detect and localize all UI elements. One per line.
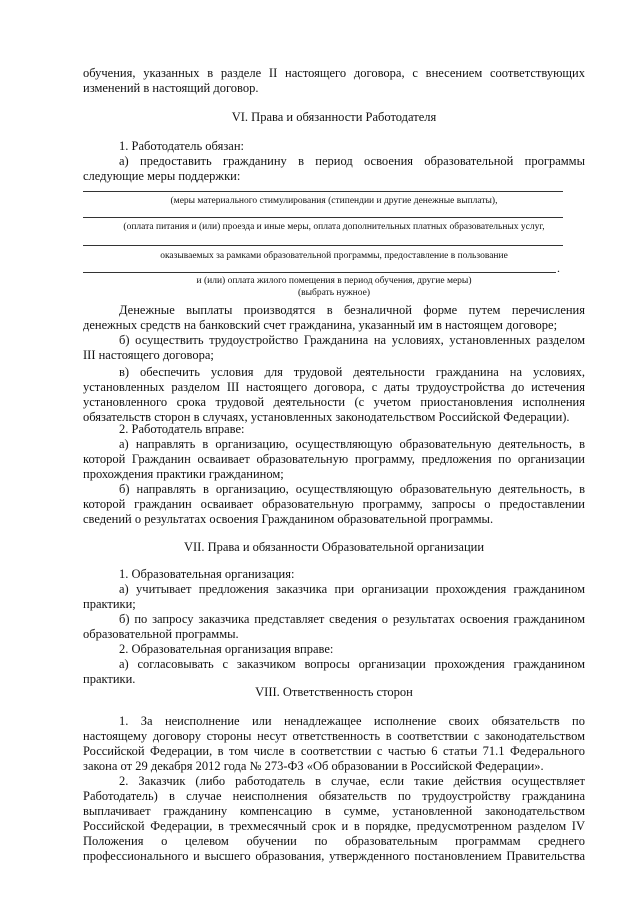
liability-2-line-6: профессионального и высшего образования, утвержденного постановлением Правительства	[83, 849, 585, 863]
edu-entitled: 2. Образовательная организация вправе:	[119, 642, 334, 656]
employer-entitled: 2. Работодатель вправе:	[119, 422, 245, 436]
section-6-title: VI. Права и обязанности Работодателя	[231, 110, 437, 124]
section-7-title: VII. Права и обязанности Образовательной организации	[183, 540, 485, 554]
edu-b-line-1: б) по запросу заказчика представляет сведения о результатах освоения гражданином	[119, 612, 585, 626]
support-caption-4: и (или) оплата жилого помещения в период обучения, другие меры)	[196, 276, 472, 286]
right-a-line-2: которой Гражданин осваивает образовательную программу, предложения по организации	[83, 452, 585, 466]
edu-c-line-2: практики.	[83, 672, 136, 686]
liability-1-line-3: Российской Федерации, в том числе в соответствии с частью 6 статьи 71.1 Федерального	[83, 744, 585, 758]
edu-c-line-1: а) согласовывать с заказчиком вопросы организации прохождения гражданином	[119, 657, 585, 671]
obligation-a-line-1: а) предоставить гражданину в период освоения образовательной программы	[119, 154, 585, 168]
support-caption-1: (меры материального стимулирования (стипендии и другие денежные выплаты),	[170, 196, 498, 206]
intro-line-1: обучения, указанных в разделе II настоящего договора, с внесением соответствующих	[83, 66, 585, 80]
right-b-line-2: которой гражданин осваивает образовательную программу, запросы о предоставлении	[83, 497, 585, 511]
edu-b-line-2: образовательной программы.	[83, 627, 239, 641]
fill-line	[83, 217, 563, 218]
fill-line	[83, 272, 556, 273]
edu-org-heading: 1. Образовательная организация:	[119, 567, 295, 581]
payments-line-2: денежных средств на банковский счет гражданина, указанный им в настоящем договоре;	[83, 318, 558, 332]
fill-line-end-dot: .	[557, 261, 560, 275]
edu-a-line-2: практики;	[83, 597, 136, 611]
support-caption-3: оказываемых за рамками образовательной программы, предоставление в пользование	[160, 251, 508, 261]
right-a-line-1: а) направлять в организацию, осуществляющую образовательную деятельность, в	[119, 437, 585, 451]
support-caption-5: (выбрать нужное)	[297, 288, 371, 298]
employer-obliged: 1. Работодатель обязан:	[119, 139, 244, 153]
liability-2-line-1: 2. Заказчик (либо работодатель в случае, если такие действия осуществляет	[119, 774, 585, 788]
obligation-b-line-1: б) осуществить трудоустройство Гражданина на условиях, установленных разделом	[119, 333, 585, 347]
liability-1-line-1: 1. За неисполнение или ненадлежащее исполнение своих обязательств по	[119, 714, 585, 728]
liability-2-line-3: выплачивает гражданину компенсацию в сумме, установленной законодательством	[83, 804, 585, 818]
obligation-v-line-3: установленного срока трудовой деятельности (с учетом приостановления исполнения	[83, 395, 585, 409]
liability-2-line-2: Работодатель) в случае неисполнения обязательств по трудоустройству гражданина	[83, 789, 585, 803]
obligation-a-line-2: следующие меры поддержки:	[83, 169, 241, 183]
liability-1-line-4: закона от 29 декабря 2012 года № 273-ФЗ «Об образовании в Российской Федерации».	[83, 759, 544, 773]
obligation-v-line-2: установленных разделом III настоящего договора, с даты трудоустройства до истечения	[83, 380, 585, 394]
support-caption-2: (оплата питания и (или) проезда и иные меры, оплата дополнительных платных образовательных услуг,	[123, 222, 545, 232]
liability-1-line-2: настоящему договору стороны несут ответственность в соответствии с законодательством	[83, 729, 585, 743]
right-b-line-1: б) направлять в организацию, осуществляющую образовательную деятельность, в	[119, 482, 585, 496]
section-8-title: VIII. Ответственность сторон	[255, 685, 413, 699]
liability-2-line-4: Российской Федерации, в трехмесячный срок и в порядке, предусмотренном разделом IV	[83, 819, 585, 833]
obligation-v-line-4: обязательств сторон в случаях, установленных законодательством Российской Федерации).	[83, 410, 570, 424]
payments-line-1: Денежные выплаты производятся в безналичной форме путем перечисления	[119, 303, 585, 317]
edu-a-line-1: а) учитывает предложения заказчика при организации прохождения гражданином	[119, 582, 585, 596]
liability-2-line-5: Положения о целевом обучении по образовательным программам среднего	[83, 834, 585, 848]
right-b-line-3: сведений о результатах освоения Гражданином образовательной программы.	[83, 512, 494, 526]
right-a-line-3: прохождения практики гражданином;	[83, 467, 284, 481]
intro-line-2: изменений в настоящий договор.	[83, 81, 259, 95]
obligation-b-line-2: III настоящего договора;	[83, 348, 214, 362]
fill-line	[83, 191, 563, 192]
fill-line	[83, 245, 563, 246]
obligation-v-line-1: в) обеспечить условия для трудовой деятельности гражданина на условиях,	[119, 365, 585, 379]
